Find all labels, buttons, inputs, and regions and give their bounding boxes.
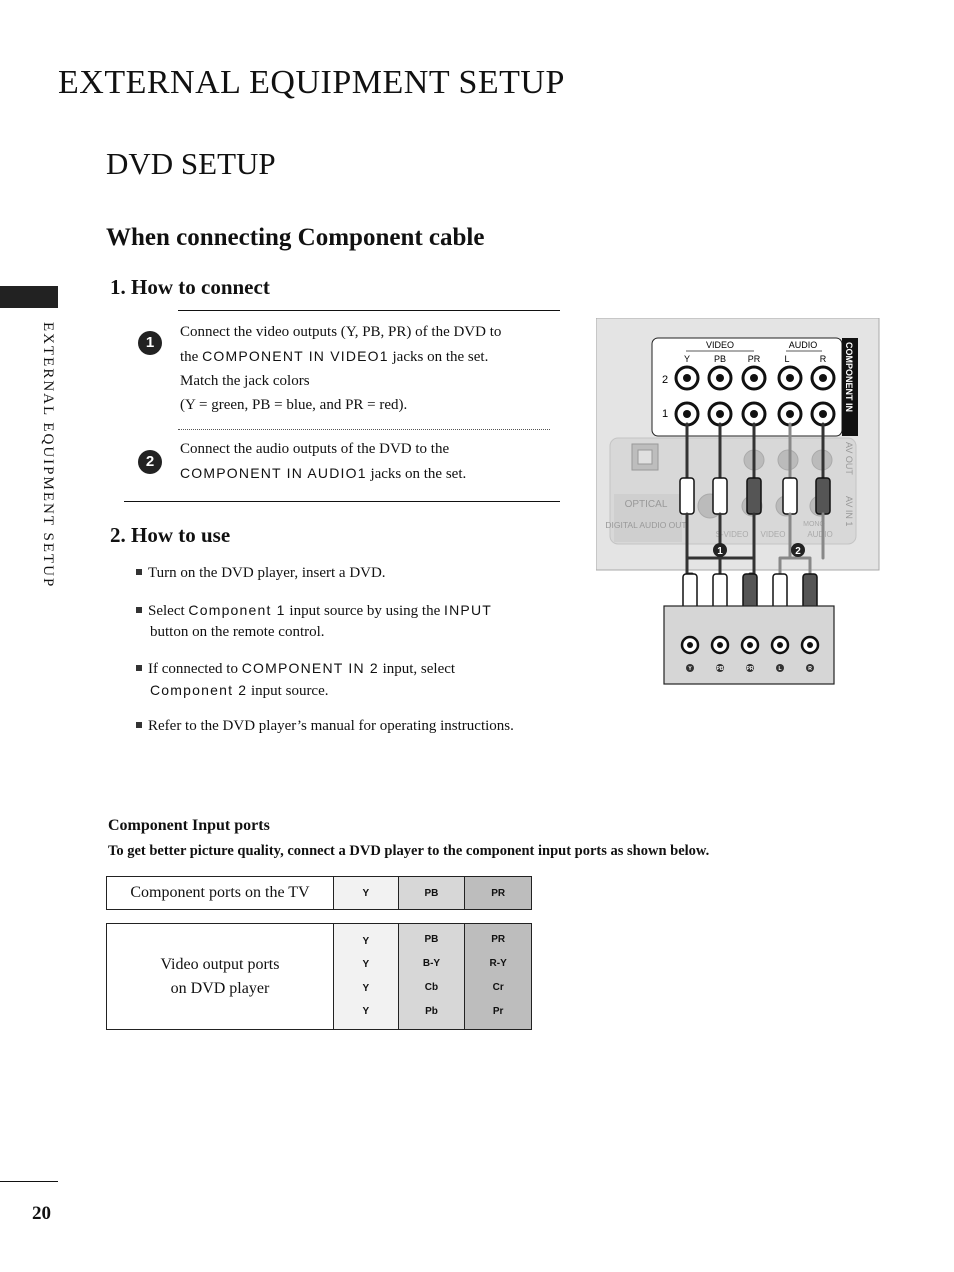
dvd-col-y: Y Y Y Y [333, 924, 398, 1029]
component-ports-description: To get better picture quality, connect a DVD player to the component input ports as shown below. [108, 843, 710, 859]
row-2-label: 2 [662, 374, 669, 386]
video2-label: VIDEO [760, 530, 786, 539]
tv-ports-label: Component ports on the TV [130, 884, 310, 901]
step-2-badge: 2 [138, 450, 162, 474]
tv-port-pr: PR [464, 877, 531, 909]
step-1-text: Connect the video outputs (Y, PB, PR) of the DVD to the COMPONENT IN VIDEO1 jacks on the set. Match the jack colors (Y = green, PB = blue, and PR = red). [180, 324, 502, 413]
jack-label-y: Y [683, 354, 691, 364]
svg-text:1: 1 [717, 546, 723, 557]
tv-ports-table [106, 876, 532, 910]
svg-text:L: L [778, 666, 782, 672]
use-bullet-1: Turn on the DVD player, insert a DVD. [136, 563, 556, 584]
divider-top [178, 310, 560, 311]
step-2-text: Connect the audio outputs of the DVD to the COMPONENT IN AUDIO1 jacks on the set. [180, 441, 467, 482]
svg-text:PR: PR [746, 666, 754, 672]
av-in-label: AV IN 1 [844, 496, 854, 527]
svg-text:2: 2 [795, 546, 801, 557]
section-title: EXTERNAL EQUIPMENT SETUP [58, 64, 565, 101]
dotted-divider [178, 429, 550, 430]
dvd-ports-label: Video output ports on DVD player [160, 955, 280, 997]
use-bullet-2: Select Component 1 input source by using the INPUT button on the remote control. [136, 600, 556, 643]
how-to-connect-title: 1. How to connect [110, 275, 270, 299]
av-out-label: AV OUT [844, 442, 854, 475]
svg-text:PB: PB [716, 666, 724, 672]
use-bullet-4: Refer to the DVD player’s manual for operating instructions. [136, 716, 566, 737]
use-bullet-3: If connected to COMPONENT IN 2 input, select Component 2 input source. [136, 658, 556, 702]
digital-audio-out-label: DIGITAL AUDIO OUT [605, 520, 687, 530]
tv-port-pb: PB [398, 877, 465, 909]
connection-diagram [596, 318, 880, 688]
side-tab-text: EXTERNAL EQUIPMENT SETUP [40, 322, 56, 589]
tv-port-y: Y [333, 877, 398, 909]
jack-label-r: R [819, 354, 827, 364]
page-number: 20 [32, 1203, 51, 1224]
video-label: VIDEO [705, 340, 735, 350]
mono-label: MONO [803, 521, 825, 528]
component-in-label: COMPONENT IN [844, 342, 854, 413]
how-to-use-title: 2. How to use [110, 523, 231, 547]
jack-label-pb: PB [713, 354, 727, 364]
side-tab-marker [0, 286, 58, 308]
dvd-ports-table [106, 923, 532, 1030]
jack-label-pr: PR [747, 354, 761, 364]
step-1-badge: 1 [138, 331, 162, 355]
component-ports-title: Component Input ports [108, 817, 270, 834]
subheading: When connecting Component cable [106, 224, 485, 251]
page-heading: DVD SETUP [106, 146, 276, 181]
svg-text:Y: Y [688, 666, 692, 672]
jack-label-l: L [784, 354, 790, 364]
footer-rule [0, 1181, 58, 1182]
divider-bottom [124, 501, 560, 502]
svg-text:R: R [808, 666, 812, 672]
audio2-label: AUDIO [807, 530, 833, 539]
optical-label: OPTICAL [624, 499, 668, 510]
dvd-col-pb: PB B-Y Cb Pb [398, 924, 465, 1029]
dvd-col-pr: PR R-Y Cr Pr [464, 924, 531, 1029]
row-1-label: 1 [662, 408, 669, 420]
s-video-label: S-VIDEO [715, 530, 749, 539]
audio-label: AUDIO [788, 340, 818, 350]
